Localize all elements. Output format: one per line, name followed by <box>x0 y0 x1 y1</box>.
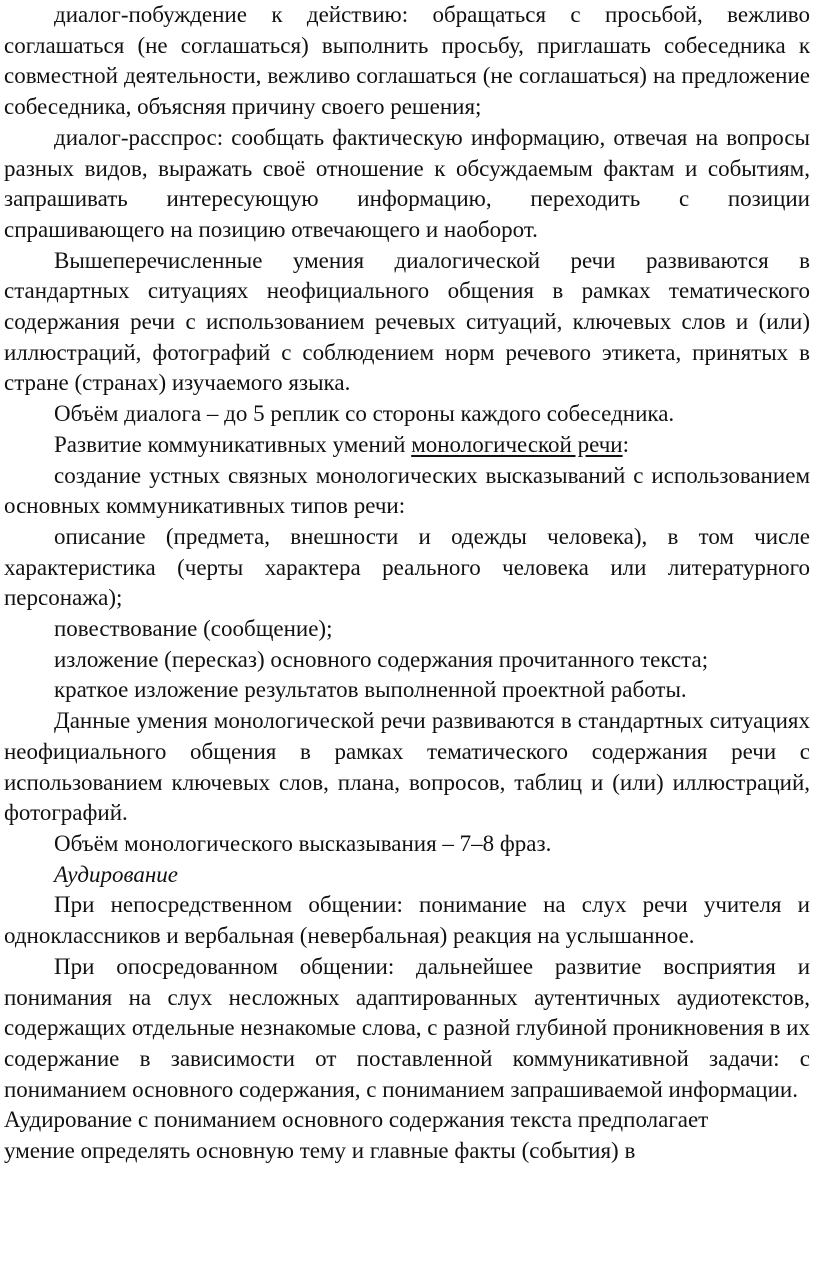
paragraph-dialog-inquiry: диалог-расспрос: сообщать фактическую информацию, отвечая на вопросы разных видов, выражать своё отношение к обсуждаемым фактам и событиям, запрашивать интересующую информацию, переходить с позиции спрашивающего на позицию отвечающего и наоборот. <box>4 124 810 242</box>
paragraph-monologue-narration: повествование (сообщение); <box>54 616 333 642</box>
monologue-intro-text: Развитие коммуникативных умений <box>54 431 412 457</box>
paragraph-listening-indirect: При опосредованном общении: дальнейшее развитие восприятия и понимания на слух несложных адаптированных аутентичных аудиотекстов, содержащих отдельные незнакомые слова, с разной глубиной проникновения в их содержание в зависимости от поставленной коммуникативной задачи: с пониманием основного содержания, с пониманием запрашиваемой информации. <box>4 953 810 1102</box>
paragraph-monologue-retelling: изложение (пересказ) основного содержания прочитанного текста; <box>54 646 709 672</box>
monologue-intro-colon: : <box>622 431 629 457</box>
monologue-underlined-term: монологической речи <box>411 431 623 457</box>
paragraph-monologue-description: описание (предмета, внешности и одежды человека), в том числе характеристика (черты характера реального человека или литературного персонажа); <box>4 523 810 611</box>
paragraph-dialog-prompt: диалог-побуждение к действию: обращаться с просьбой, вежливо соглашаться (не соглашаться) выполнить просьбу, приглашать собеседника к совместной деятельности, вежливо соглашаться (не соглашаться) на предложение собеседника, объясняя причину своего решения; <box>4 2 810 120</box>
paragraph-monologue-volume: Объём монологического высказывания – 7–8 фраз. <box>54 830 552 856</box>
section-heading-listening: Аудирование <box>54 861 179 887</box>
paragraph-listening-direct: При непосредственном общении: понимание на слух речи учителя и одноклассников и вербальная (невербальная) реакция на услышанное. <box>4 892 810 949</box>
paragraph-dialog-skills: Вышеперечисленные умения диалогической речи развиваются в стандартных ситуациях неофициального общения в рамках тематического содержания речи с использованием речевых ситуаций, ключевых слов и (или) иллюстраций, фотографий с соблюдением норм речевого этикета, принятых в стране (странах) изучаемого языка. <box>4 247 810 396</box>
trailing-line-1: Аудирование с пониманием основного содержания текста предполагает <box>4 1107 709 1133</box>
paragraph-monologue-creation: создание устных связных монологических высказываний с использованием основных коммуникативных типов речи: <box>4 462 810 519</box>
trailing-line-2: умение определять основную тему и главные факты (события) в <box>4 1138 636 1164</box>
paragraph-monologue-project: краткое изложение результатов выполненной проектной работы. <box>54 677 687 703</box>
paragraph-monologue-intro <box>4 430 810 461</box>
paragraph-dialog-volume: Объём диалога – до 5 реплик со стороны каждого собеседника. <box>54 401 675 427</box>
paragraph-monologue-skills: Данные умения монологической речи развиваются в стандартных ситуациях неофициального общения в рамках тематического содержания речи с использованием ключевых слов, плана, вопросов, таблиц и (или) иллюстраций, фотографий. <box>4 708 810 826</box>
